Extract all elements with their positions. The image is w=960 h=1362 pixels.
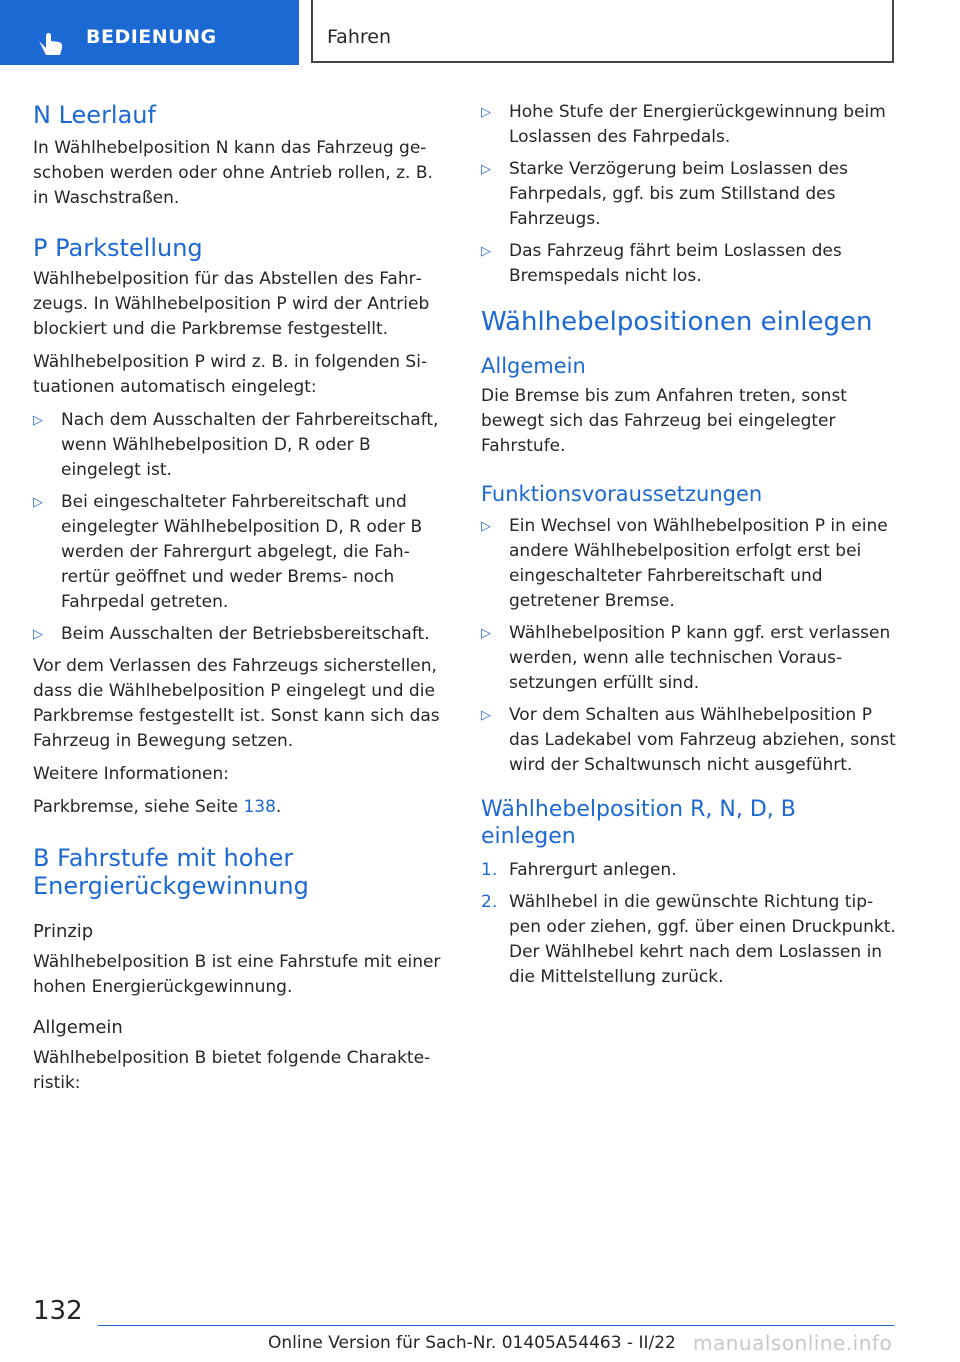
paragraph-p-1: Wählhebelposition für das Abstellen des Fahrzeugs. In Wählhebelposition P wird der Antrieb blockiert und die Parkbremse festgestellt. [33, 269, 430, 339]
triangle-bullet-icon: ▷ [481, 708, 491, 723]
triangle-bullet-icon: ▷ [481, 244, 491, 259]
step-number: 1. [481, 860, 498, 880]
triangle-bullet-icon: ▷ [481, 105, 491, 120]
heading-p-parkstellung: P Parkstellung [33, 234, 203, 262]
list-item: ▷ Das Fahrzeug fährt beim Loslassen des Bremspedals nicht los. [481, 241, 842, 286]
list-item: ▷ Wählhebelposition P kann ggf. erst verlassen werden, wenn alle technischen Voraussetzungen erfüllt sind. [481, 623, 891, 693]
heading-waehlhebelpositionen-einlegen: Wählhebelpositionen einlegen [481, 307, 873, 337]
list-funktionsvoraussetzungen [481, 514, 896, 778]
right-column [481, 100, 896, 997]
step-item: 2. Wählhebel in die gewünschte Richtung tippen oder ziehen, ggf. über einen Druckpunkt. Der Wählhebel kehrt nach dem Loslassen in die Mittelstellung zurück. [481, 892, 896, 987]
list-item: ▷ Starke Verzögerung beim Loslassen des Fahrpedals, ggf. bis zum Stillstand des Fahrzeugs. [481, 159, 848, 229]
triangle-bullet-icon: ▷ [481, 626, 491, 641]
watermark: manualsonline.info [693, 1331, 893, 1355]
page-link-138[interactable]: 138 [243, 797, 276, 817]
triangle-bullet-icon: ▷ [33, 495, 43, 510]
left-column [33, 100, 448, 1096]
section-header [311, 0, 894, 63]
list-item: ▷ Ein Wechsel von Wählhebelposition P in eine andere Wählhebelposition erfolgt erst bei eingeschalteter Fahrbereitschaft und getretener Bremse. [481, 516, 888, 611]
triangle-bullet-icon: ▷ [481, 162, 491, 177]
list-item: ▷ Vor dem Schalten aus Wählhebelposition P das Ladekabel vom Fahrzeug abziehen, sonst wird der Schaltwunsch nicht ausgeführt. [481, 705, 896, 775]
list-p-situations [33, 408, 448, 647]
more-info-label: Weitere Informationen: [33, 764, 229, 784]
heading-n-leerlauf: N Leerlauf [33, 101, 156, 129]
list-b-characteristics [481, 100, 896, 289]
parkbremse-reference: Parkbremse, siehe Seite 138. [33, 797, 282, 817]
list-item: ▷ Nach dem Ausschalten der Fahrbereitschaft, wenn Wählhebelposition D, R oder B eingelegt ist. [33, 410, 439, 480]
paragraph-prinzip: Wählhebelposition B ist eine Fahrstufe mit einer hohen Energierückgewinnung. [33, 952, 441, 997]
heading-prinzip: Prinzip [33, 921, 94, 942]
paragraph-allgemein: Die Bremse bis zum Anfahren treten, sonst bewegt sich das Fahrzeug bei eingelegter Fahrstufe. [481, 386, 847, 456]
step-number: 2. [481, 892, 498, 912]
triangle-bullet-icon: ▷ [33, 627, 43, 642]
heading-b-fahrstufe: B Fahrstufe mit hoher Energierückgewinnung [33, 844, 309, 900]
hand-pointer-icon [34, 27, 68, 57]
chapter-label: BEDIENUNG [86, 26, 217, 48]
section-title: Fahren [327, 26, 391, 48]
heading-allgemein: Allgemein [481, 354, 586, 378]
list-item: ▷ Hohe Stufe der Energierückgewinnung beim Loslassen des Fahrpedals. [481, 102, 886, 147]
chapter-tab [0, 0, 299, 65]
footer-divider [98, 1325, 894, 1326]
heading-rndb-einlegen: Wählhebelposition R, N, D, B einlegen [481, 797, 796, 849]
paragraph-p-3: Vor dem Verlassen des Fahrzeugs sicherstellen, dass die Wählhebelposition P eingelegt und die Parkbremse festgestellt ist. Sonst kann sich das Fahrzeug in Bewegung setzen. [33, 656, 440, 751]
triangle-bullet-icon: ▷ [481, 519, 491, 534]
list-item: ▷ Bei eingeschalteter Fahrbereitschaft und eingelegter Wählhebelposition D, R oder B werden der Fahrergurt abgelegt, die Fahrertür geöffnet und weder Brems- noch Fahrpedal getreten. [33, 492, 423, 612]
footer-version-text: Online Version für Sach-Nr. 01405A54463 - II/22 [268, 1333, 676, 1353]
heading-funktionsvoraussetzungen: Funktionsvoraussetzungen [481, 482, 763, 506]
step-item: 1. Fahrergurt anlegen. [481, 858, 896, 883]
paragraph-allgemein-b: Wählhebelposition B bietet folgende Charakteristik: [33, 1048, 431, 1093]
page-number: 132 [33, 1296, 83, 1326]
list-item: ▷ Beim Ausschalten der Betriebsbereitschaft. [33, 622, 448, 647]
triangle-bullet-icon: ▷ [33, 413, 43, 428]
steps-list [481, 858, 896, 990]
heading-allgemein-b: Allgemein [33, 1017, 123, 1038]
paragraph-p-2: Wählhebelposition P wird z. B. in folgenden Situationen automatisch eingelegt: [33, 352, 428, 397]
paragraph-n: In Wählhebelposition N kann das Fahrzeug geschoben werden oder ohne Antrieb rollen, z. B. in Waschstraßen. [33, 138, 433, 208]
